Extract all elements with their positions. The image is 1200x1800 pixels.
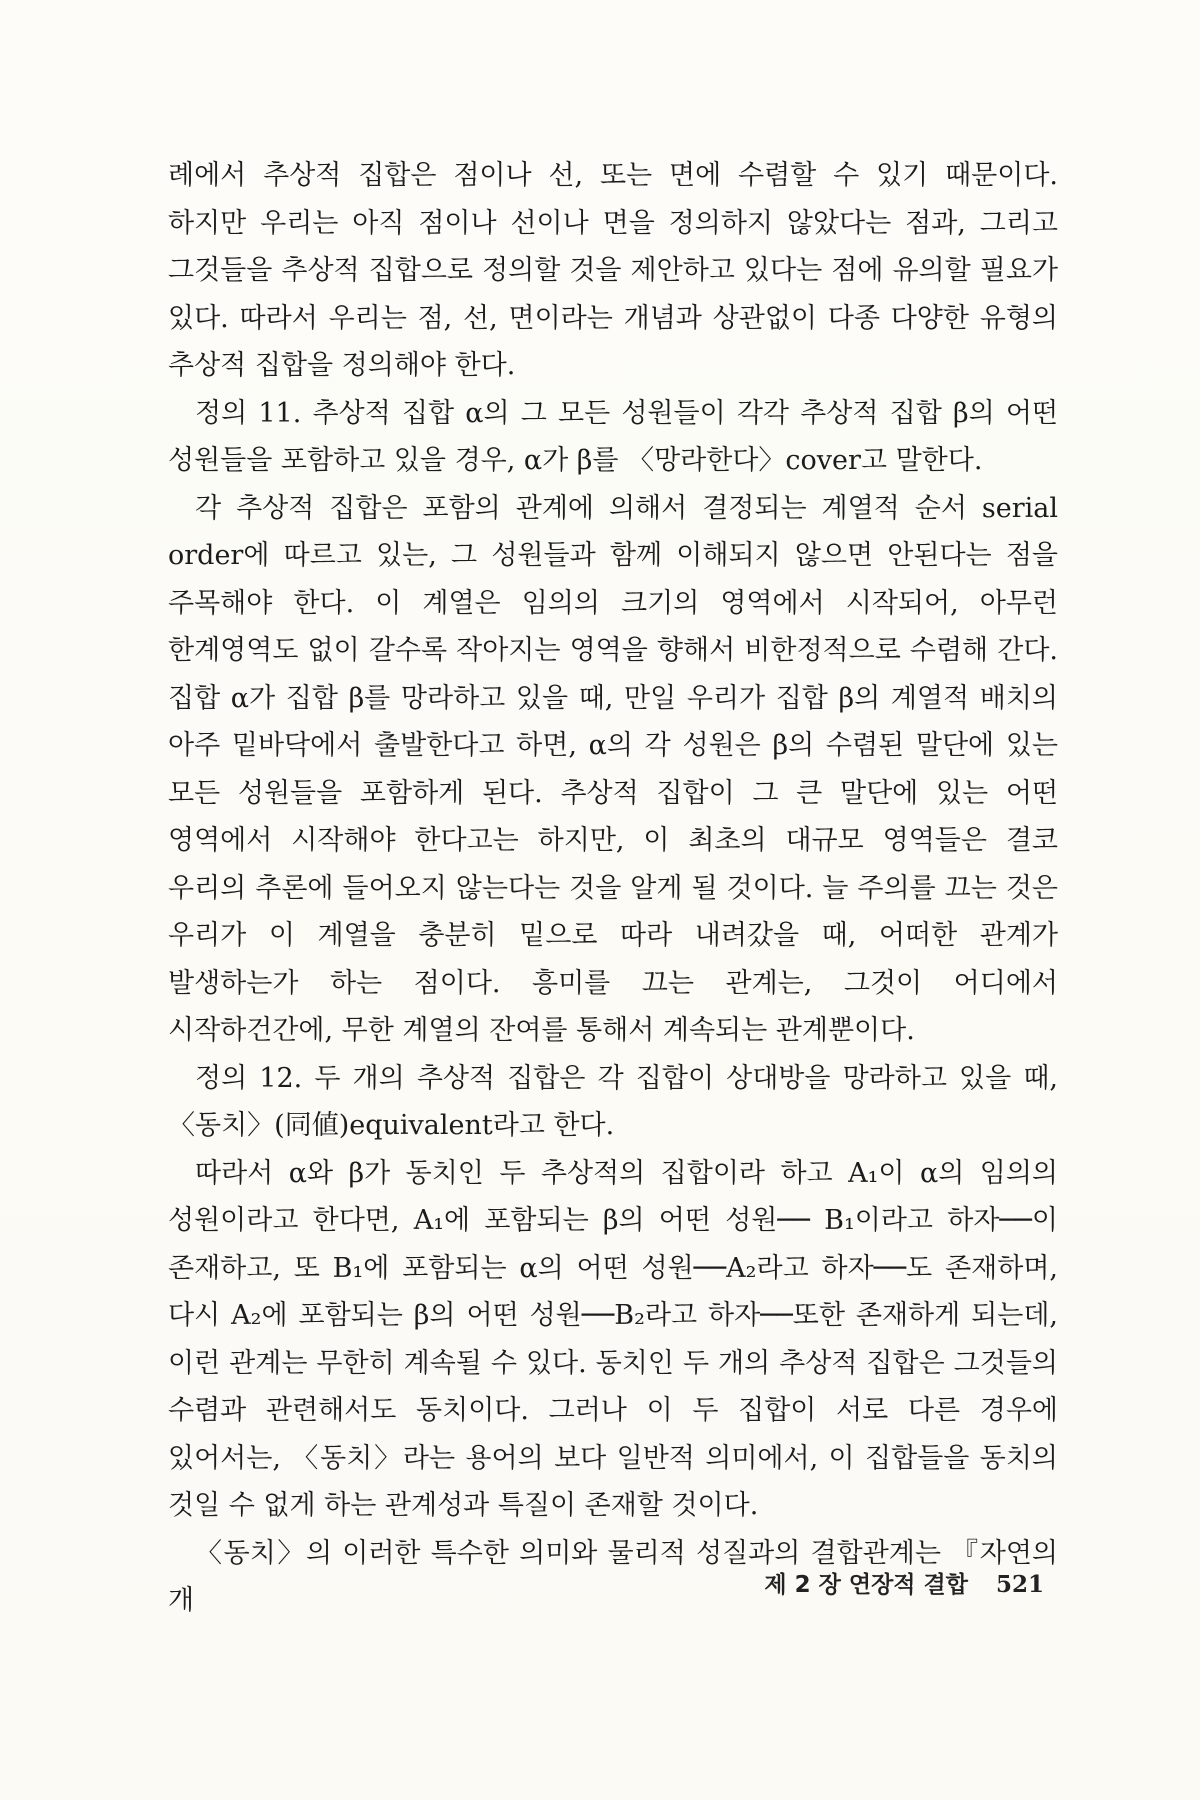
paragraph-continuation: 례에서 추상적 집합은 점이나 선, 또는 면에 수렴할 수 있기 때문이다. 하지만 우리는 아직 점이나 선이나 면을 정의하지 않았다는 점과, 그리고 그것들을 추상적 집합으로 정의할 것을 제안하고 있다는 점에 유의할 필요가 있다. 따라서 우리는 점, 선, 면이라는 개념과 상관없이 다종 다양한 유형의 추상적 집합을 정의해야 한다. (168, 160, 1058, 381)
running-footer (0, 1566, 1044, 1599)
chapter-title: 제 2 장 연장적 결합 (764, 1572, 968, 1598)
body-text (168, 152, 1058, 1625)
page-number: 521 (995, 1571, 1044, 1598)
paragraph-definition-12: 정의 12. 두 개의 추상적 집합은 각 집합이 상대방을 망라하고 있을 때, 〈동치〉(同値)equivalent라고 한다. (168, 1062, 1058, 1141)
paragraph-definition-11: 정의 11. 추상적 집합 α의 그 모든 성원들이 각각 추상적 집합 β의 어떤 성원들을 포함하고 있을 경우, α가 β를 〈망라한다〉cover고 말한다. (168, 397, 1058, 476)
paragraph-equivalence: 따라서 α와 β가 동치인 두 추상적의 집합이라 하고 A₁이 α의 임의의 성원이라고 한다면, A₁에 포함되는 β의 어떤 성원── B₁이라고 하자──이 존재하고, 또 B₁에 포함되는 α의 어떤 성원──A₂라고 하자──도 존재하며, 다시 A₂에 포함되는 β의 어떤 성원──B₂라고 하자──또한 존재하게 되는데, 이런 관계는 무한히 계속될 수 있다. 동치인 두 개의 추상적 집합은 그것들의 수렴과 관련해서도 동치이다. 그러나 이 두 집합이 서로 다른 경우에 있어서는, 〈동치〉라는 용어의 보다 일반적 의미에서, 이 집합들을 동치의 것일 수 없게 하는 관계성과 특질이 존재할 것이다. (168, 1157, 1058, 1521)
paragraph-closing: 〈동치〉의 이러한 특수한 의미와 물리적 성질과의 결합관계는 『자연의 개 (168, 1537, 1058, 1616)
paragraph-serial-order: 각 추상적 집합은 포함의 관계에 의해서 결정되는 계열적 순서 serial order에 따르고 있는, 그 성원들과 함께 이해되지 않으면 안된다는 점을 주목해야 한다. 이 계열은 임의의 크기의 영역에서 시작되어, 아무런 한계영역도 없이 갈수록 작아지는 영역을 향해서 비한정적으로 수렴해 간다. 집합 α가 집합 β를 망라하고 있을 때, 만일 우리가 집합 β의 계열적 배치의 아주 밑바닥에서 출발한다고 하면, α의 각 성원은 β의 수렴된 말단에 있는 모든 성원들을 포함하게 된다. 추상적 집합이 그 큰 말단에 있는 어떤 영역에서 시작해야 한다고는 하지만, 이 최초의 대규모 영역들은 결코 우리의 추론에 들어오지 않는다는 것을 알게 될 것이다. 늘 주의를 끄는 것은 우리가 이 계열을 충분히 밑으로 따라 내려갔을 때, 어떠한 관계가 발생하는가 하는 점이다. 흥미를 끄는 관계는, 그것이 어디에서 시작하건간에, 무한 계열의 잔여를 통해서 계속되는 관계뿐이다. (168, 492, 1058, 1046)
